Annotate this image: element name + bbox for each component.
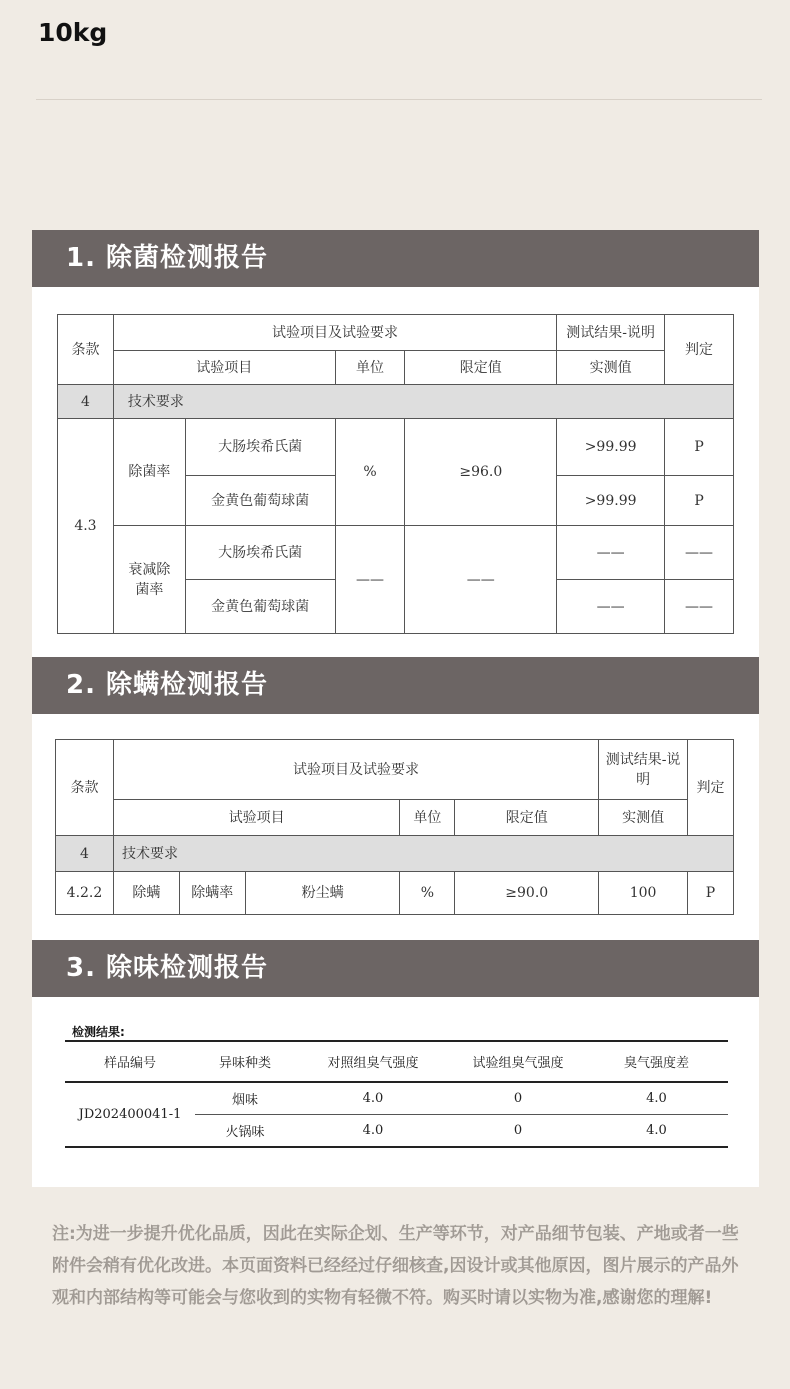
limit-header: 限定值 (405, 351, 557, 385)
test-intensity: 0 (451, 1082, 585, 1114)
measured-value: —— (557, 580, 665, 634)
clause-4-2-2: 4.2.2 (56, 872, 114, 915)
sterilization-report-panel (32, 287, 759, 657)
odor-type: 烟味 (195, 1082, 295, 1114)
judge-value: P (688, 872, 734, 915)
unit-value: % (335, 419, 405, 526)
section-title-sterilization: 1. 除菌检测报告 (32, 230, 759, 287)
sample-id: JD202400041-1 (65, 1082, 195, 1147)
clause-4-3: 4.3 (58, 419, 114, 634)
dust-mite-item: 粉尘螨 (245, 872, 400, 915)
odor-report-panel (32, 997, 759, 1187)
bacteria-name: 金黄色葡萄球菌 (185, 476, 335, 526)
measured-value: 100 (599, 872, 688, 915)
mite-rate-item: 除螨率 (179, 872, 245, 915)
measured-value: >99.99 (557, 476, 665, 526)
tech-clause: 4 (58, 385, 114, 419)
measured-value: —— (557, 526, 665, 580)
bacteria-name: 大肠埃希氏菌 (185, 526, 335, 580)
measured-header: 实测值 (557, 351, 665, 385)
clause-header: 条款 (56, 740, 114, 836)
result-header: 测试结果-说明 (599, 740, 688, 800)
intensity-diff: 4.0 (585, 1114, 728, 1147)
odor-type: 火锅味 (195, 1114, 295, 1147)
judge-value: P (665, 419, 734, 476)
unit-value: % (400, 872, 455, 915)
limit-value: ≥90.0 (455, 872, 599, 915)
sterilization-rate-label: 除菌率 (113, 419, 185, 526)
intensity-diff-header: 臭气强度差 (585, 1041, 728, 1082)
tech-clause: 4 (56, 836, 114, 872)
judge-value: —— (665, 526, 734, 580)
test-items-header: 试验项目及试验要求 (113, 315, 556, 351)
measured-value: >99.99 (557, 419, 665, 476)
judge-value: —— (665, 580, 734, 634)
clause-header: 条款 (58, 315, 114, 385)
control-intensity: 4.0 (295, 1114, 451, 1147)
result-header: 测试结果-说明 (557, 315, 665, 351)
bacteria-name: 金黄色葡萄球菌 (185, 580, 335, 634)
limit-value: —— (405, 526, 557, 634)
odor-type-header: 异味种类 (195, 1041, 295, 1082)
judge-value: P (665, 476, 734, 526)
test-intensity: 0 (451, 1114, 585, 1147)
sterilization-table (57, 314, 734, 634)
mite-report-panel (32, 714, 759, 940)
test-results-label: 检测结果: (72, 1025, 125, 1039)
tech-requirements-label: 技术要求 (113, 836, 733, 872)
top-divider (36, 99, 762, 100)
intensity-diff: 4.0 (585, 1082, 728, 1114)
item-header: 试验项目 (113, 351, 335, 385)
disclaimer-note: 注:为进一步提升优化品质，因此在实际企划、生产等环节，对产品细节包装、产地或者一些附件会稍有优化改进。本页面资料已经经过仔细核查,因设计或其他原因，图片展示的产品外观和内部结构等可能会与您收到的实物有轻微不符。购买时请以实物为准,感谢您的理解! (52, 1224, 739, 1308)
page-title: 10kg (38, 18, 108, 47)
control-intensity-header: 对照组臭气强度 (295, 1041, 451, 1082)
mite-table (55, 739, 734, 915)
unit-header: 单位 (335, 351, 405, 385)
measured-header: 实测值 (599, 800, 688, 836)
judge-header: 判定 (688, 740, 734, 836)
section-title-odor-removal: 3. 除味检测报告 (32, 940, 759, 997)
bacteria-name: 大肠埃希氏菌 (185, 419, 335, 476)
section-title-mite-removal: 2. 除螨检测报告 (32, 657, 759, 714)
control-intensity: 4.0 (295, 1082, 451, 1114)
test-items-header: 试验项目及试验要求 (113, 740, 598, 800)
unit-header: 单位 (400, 800, 455, 836)
item-header: 试验项目 (113, 800, 399, 836)
tech-requirements-label: 技术要求 (113, 385, 733, 419)
judge-header: 判定 (665, 315, 734, 385)
unit-value: —— (335, 526, 405, 634)
limit-header: 限定值 (455, 800, 599, 836)
test-intensity-header: 试验组臭气强度 (451, 1041, 585, 1082)
mite-item: 除螨 (113, 872, 179, 915)
decay-sterilization-rate-label: 衰减除菌率 (113, 526, 185, 634)
odor-table (65, 1040, 728, 1148)
limit-value: ≥96.0 (405, 419, 557, 526)
sample-id-header: 样品编号 (65, 1041, 195, 1082)
